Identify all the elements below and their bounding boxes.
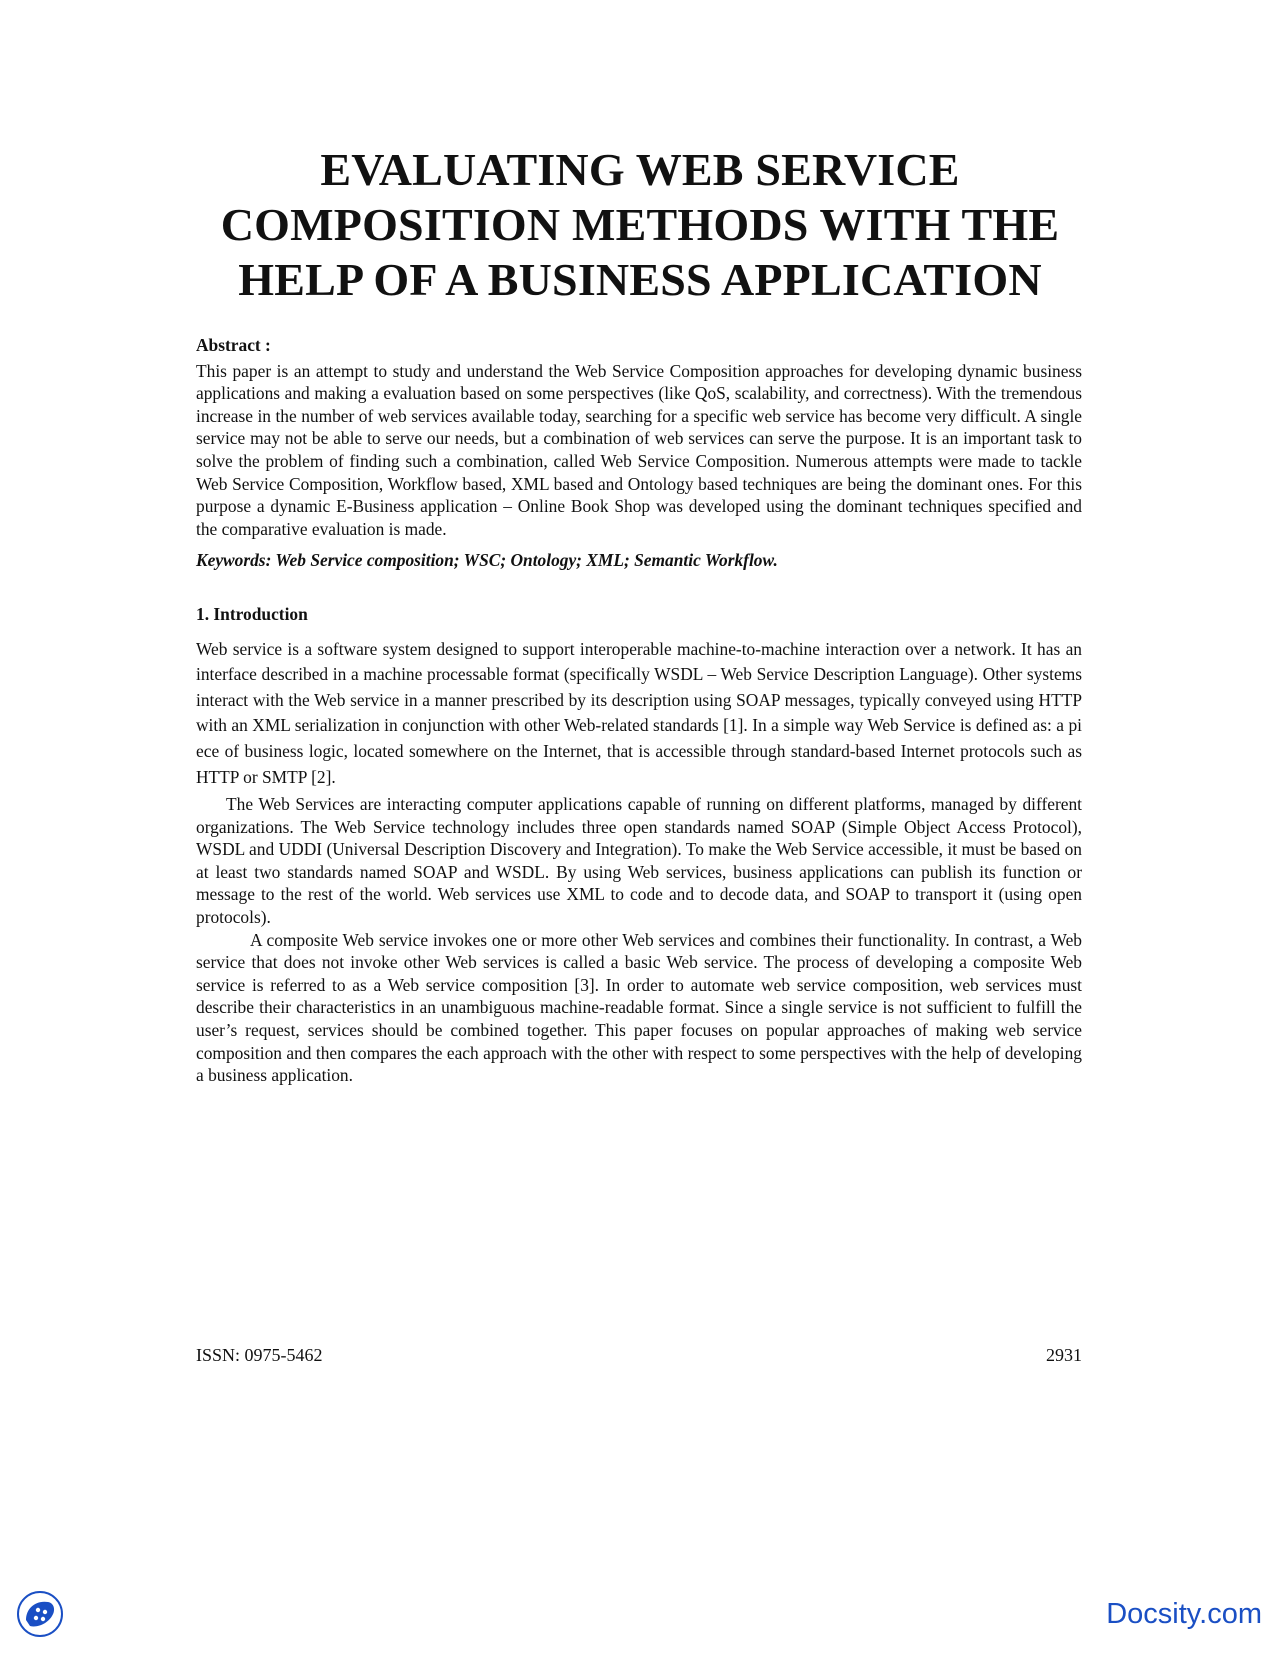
footer-issn: ISSN: 0975-5462 bbox=[196, 1345, 323, 1365]
introduction-heading: 1. Introduction bbox=[196, 603, 308, 624]
title-line-2: COMPOSITION METHODS WITH THE bbox=[220, 199, 1060, 250]
title-line-1: EVALUATING WEB SERVICE bbox=[320, 144, 960, 195]
title-line-3: HELP OF A BUSINESS APPLICATION bbox=[238, 254, 1042, 305]
abstract-text: This paper is an attempt to study and understand the Web Service Composition approaches for developing dynamic business applications and making a evaluation based on some perspectives (like QoS, scalability, and correctness). With the tremendous increase in the number of web services available today, searching for a specific web service has become very difficult. A single service may not be able to serve our needs, but a combination of web services can serve the purpose. It is an important task to solve the problem of finding such a combination, called Web Service Composition. Numerous attempts were made to tackle Web Service Composition, Workflow based, XML based and Ontology based techniques are being the dominant ones. For this purpose a dynamic E-Business application – Online Book Shop was developed using the dominant techniques specified and the comparative evaluation is made. bbox=[196, 360, 1082, 539]
abstract-heading: Abstract : bbox=[196, 335, 271, 355]
introduction-paragraph-1: Web service is a software system designed to support interoperable machine-to-machine interaction over a network. It has an interface described in a machine processable format (specifically WSDL – Web Service Description Language). Other systems interact with the Web service in a manner prescribed by its description using SOAP messages, typically conveyed using HTTP with an XML serialization in conjunction with other Web-related standards [1]. In a simple way Web Service is defined as: a pi ece of business logic, located somewhere on the Internet, that is accessible through standard-based Internet protocols such as HTTP or SMTP [2]. bbox=[196, 638, 1082, 787]
paper-body bbox=[196, 334, 1082, 1087]
introduction-paragraph-2: The Web Services are interacting computer applications capable of running on different platforms, managed by different organizations. The Web Service technology includes three open standards named SOAP (Simple Object Access Protocol), WSDL and UDDI (Universal Description Discovery and Integration). To make the Web Service accessible, it must be based on at least two standards named SOAP and WSDL. By using Web services, business applications can publish its function or message to the rest of the world. Web services use XML to code and to decode data, and SOAP to transport it (using open protocols). bbox=[196, 794, 1082, 928]
docsity-watermark-link[interactable]: Docsity.com bbox=[1106, 1598, 1262, 1630]
docsity-logo-icon bbox=[16, 1590, 64, 1638]
paper-title bbox=[160, 142, 1120, 307]
keywords: Keywords: Web Service composition; WSC; Ontology; XML; Semantic Workflow. bbox=[196, 550, 778, 571]
introduction-paragraph-3: A composite Web service invokes one or more other Web services and combines their functionality. In contrast, a Web service that does not invoke other Web services is called a basic Web service. The process of developing a composite Web service is referred to as a Web service composition [3]. In order to automate web service composition, web services must describe their characteristics in an unambiguous machine-readable format. Since a single service is not sufficient to fulfill the user’s request, services should be combined together. This paper focuses on popular approaches of making web service composition and then compares the each approach with the other with respect to some perspectives with the help of developing a business application. bbox=[196, 929, 1082, 1086]
footer-page-number: 2931 bbox=[1046, 1345, 1082, 1365]
